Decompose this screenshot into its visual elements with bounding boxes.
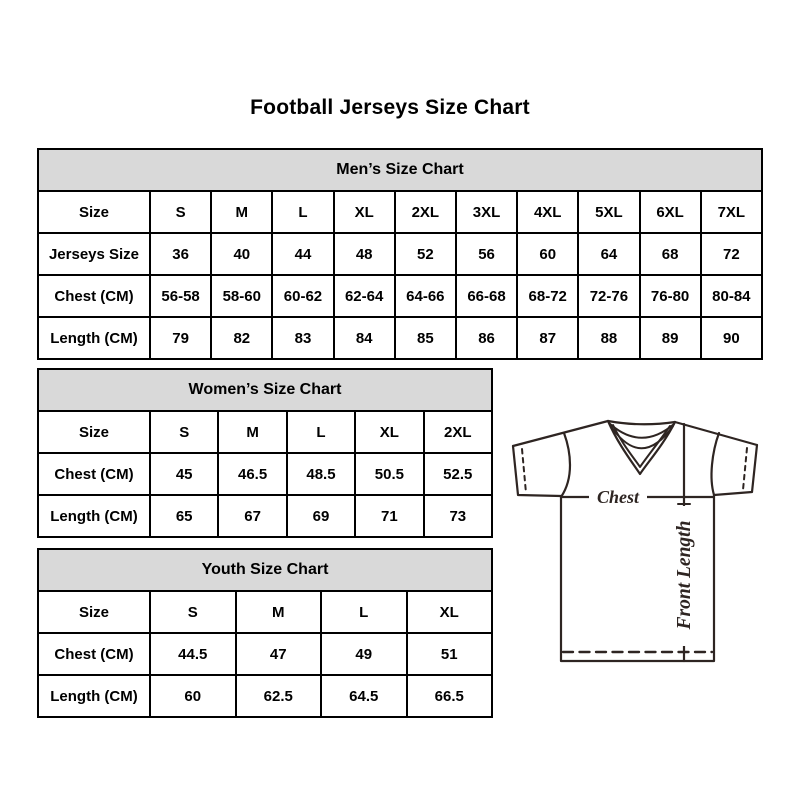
value-cell: 4XL [517,191,578,233]
row-label-cell: Size [38,411,150,453]
table-title: Youth Size Chart [38,549,492,591]
youth-size-table [37,548,493,718]
value-cell: S [150,191,211,233]
value-cell: 60 [517,233,578,275]
value-cell: 48 [334,233,395,275]
row-label-cell: Length (CM) [38,675,150,717]
jersey-left-armscye-seam [561,433,570,497]
table-row [38,411,492,453]
row-label-cell: Chest (CM) [38,453,150,495]
value-cell: 51 [407,633,493,675]
value-cell: 71 [355,495,423,537]
value-cell: 83 [272,317,333,359]
jersey-collar-top-edge [608,421,675,424]
jersey-left-shoulder-line [513,421,608,446]
value-cell: 60-62 [272,275,333,317]
table-row [38,453,492,495]
value-cell: 82 [211,317,272,359]
value-cell: 58-60 [211,275,272,317]
value-cell: S [150,591,236,633]
value-cell: 2XL [424,411,492,453]
value-cell: 64 [578,233,639,275]
value-cell: 79 [150,317,211,359]
value-cell: 46.5 [218,453,286,495]
value-cell: 36 [150,233,211,275]
row-label-cell: Chest (CM) [38,275,150,317]
value-cell: 49 [321,633,407,675]
value-cell: 88 [578,317,639,359]
page-title: Football Jerseys Size Chart [250,96,530,119]
value-cell: 50.5 [355,453,423,495]
jersey-left-sleeve [513,446,561,496]
jersey-right-armscye-seam [712,433,719,495]
value-cell: 62-64 [334,275,395,317]
value-cell: 80-84 [701,275,762,317]
value-cell: 87 [517,317,578,359]
value-cell: 65 [150,495,218,537]
value-cell: 44 [272,233,333,275]
table-header-row [38,369,492,411]
table-header-row [38,549,492,591]
value-cell: 62.5 [236,675,322,717]
value-cell: 3XL [456,191,517,233]
value-cell: XL [334,191,395,233]
value-cell: 5XL [578,191,639,233]
value-cell: 66-68 [456,275,517,317]
value-cell: 68-72 [517,275,578,317]
jersey-left-cuff-dashed-line [522,449,526,493]
value-cell: S [150,411,218,453]
table-row [38,633,492,675]
value-cell: 56 [456,233,517,275]
table-title: Women’s Size Chart [38,369,492,411]
value-cell: 44.5 [150,633,236,675]
value-cell: 60 [150,675,236,717]
table-row [38,675,492,717]
table-title: Men’s Size Chart [38,149,762,191]
jersey-right-cuff-dashed-line [743,448,747,490]
value-cell: 85 [395,317,456,359]
value-cell: L [321,591,407,633]
value-cell: XL [407,591,493,633]
value-cell: 73 [424,495,492,537]
value-cell: 52 [395,233,456,275]
row-label-cell: Size [38,191,150,233]
table-header-row [38,149,762,191]
value-cell: 6XL [640,191,701,233]
value-cell: 52.5 [424,453,492,495]
value-cell: 72 [701,233,762,275]
front-length-label: Front Length [674,520,695,630]
value-cell: M [236,591,322,633]
table-row [38,495,492,537]
value-cell: 90 [701,317,762,359]
value-cell: M [218,411,286,453]
table-row [38,591,492,633]
value-cell: 67 [218,495,286,537]
value-cell: 64.5 [321,675,407,717]
value-cell: L [272,191,333,233]
value-cell: 66.5 [407,675,493,717]
row-label-cell: Jerseys Size [38,233,150,275]
value-cell: L [287,411,355,453]
value-cell: 48.5 [287,453,355,495]
value-cell: 89 [640,317,701,359]
value-cell: 72-76 [578,275,639,317]
jersey-right-sleeve [714,445,757,495]
row-label-cell: Length (CM) [38,317,150,359]
row-label-cell: Size [38,591,150,633]
value-cell: 68 [640,233,701,275]
value-cell: M [211,191,272,233]
value-cell: 7XL [701,191,762,233]
value-cell: 86 [456,317,517,359]
row-label-cell: Length (CM) [38,495,150,537]
chest-label: Chest [596,487,640,507]
value-cell: 47 [236,633,322,675]
value-cell: 64-66 [395,275,456,317]
value-cell: 40 [211,233,272,275]
value-cell: 2XL [395,191,456,233]
table-row [38,317,762,359]
table-row [38,233,762,275]
jersey-measurement-diagram [500,400,780,685]
mens-size-table [37,148,763,360]
value-cell: XL [355,411,423,453]
value-cell: 45 [150,453,218,495]
value-cell: 56-58 [150,275,211,317]
value-cell: 76-80 [640,275,701,317]
row-label-cell: Chest (CM) [38,633,150,675]
value-cell: 84 [334,317,395,359]
value-cell: 69 [287,495,355,537]
table-row [38,275,762,317]
womens-size-table [37,368,493,538]
table-row [38,191,762,233]
